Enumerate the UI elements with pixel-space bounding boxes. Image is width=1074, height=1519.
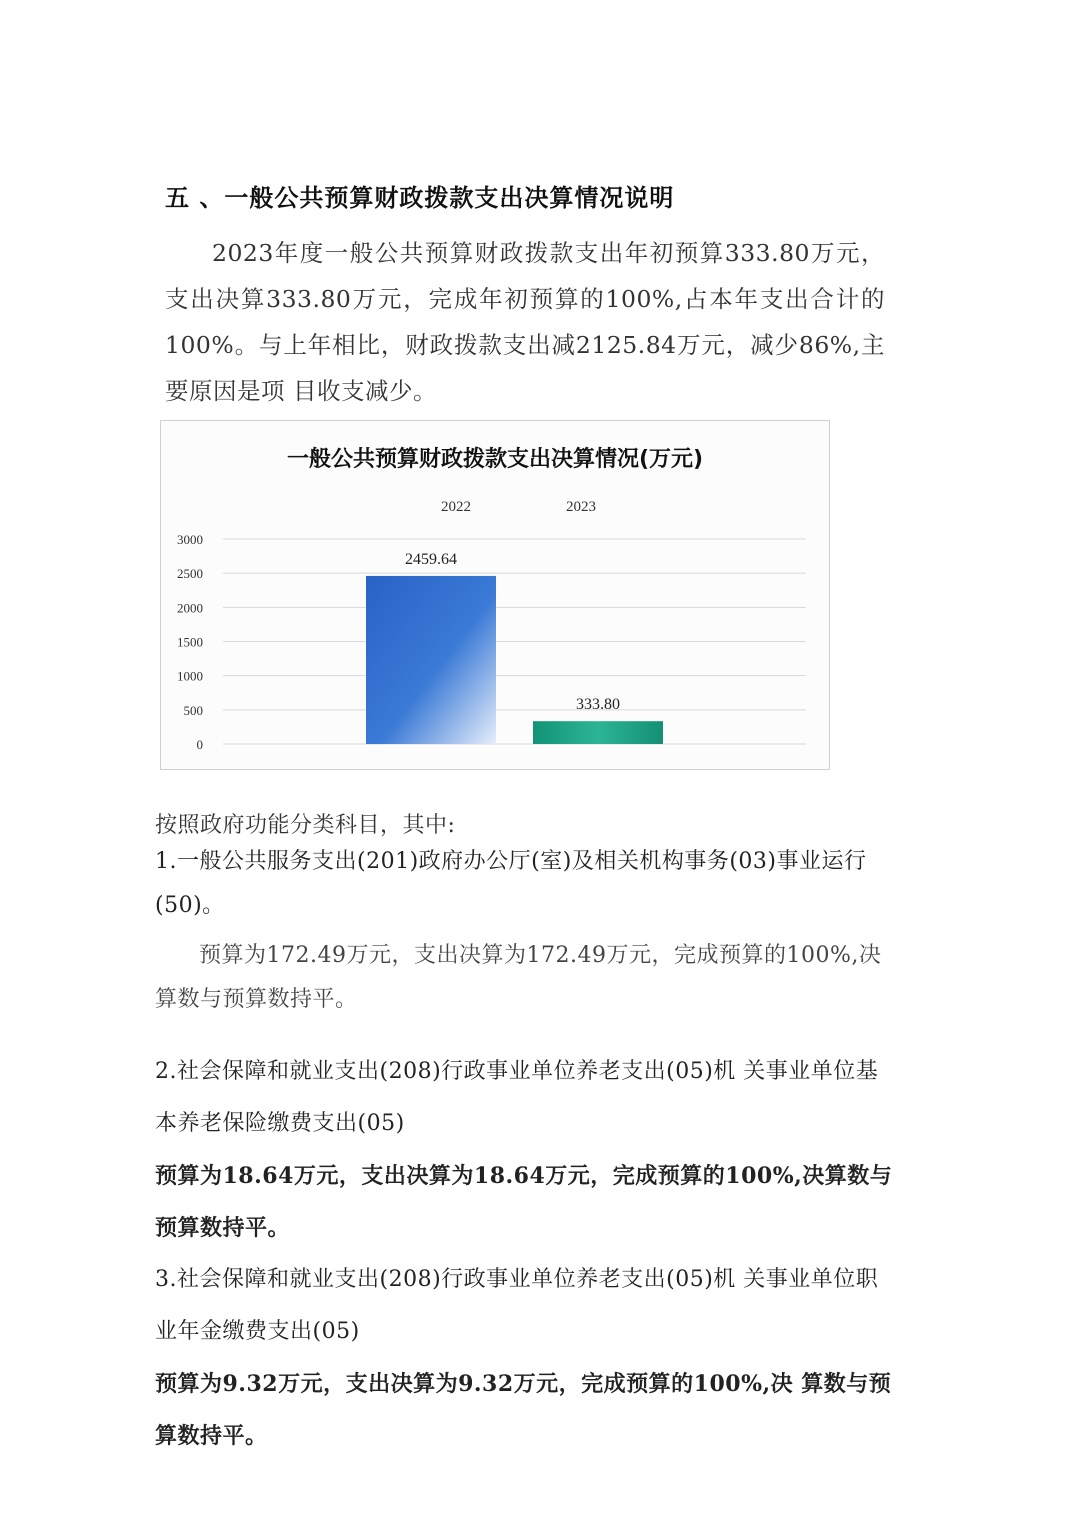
y-tick-label-1500: 1500: [177, 634, 203, 650]
bar-2023: [533, 721, 663, 744]
intro-text: 按照政府功能分类科目，其中:: [155, 813, 456, 838]
data-label-2023: 333.80: [576, 696, 620, 714]
item-1-title: 1.一般公共服务支出(201)政府办公厅(室)及相关机构事务(03)事业运行(50)。: [155, 849, 867, 918]
summary-paragraph: 2023年度一般公共预算财政拨款支出年初预算333.80万元，支出决算333.80万元，完成年初预算的100%,占本年支出合计的100%。与上年相比，财政拨款支出减2125.84万元，减少86%,主要原因是项 目收支减少。: [165, 239, 885, 405]
bar-chart: [160, 420, 830, 770]
grid-layer: [223, 539, 806, 744]
chart-svg: [161, 421, 829, 769]
item-1: [155, 840, 895, 1022]
bar-2022: [366, 576, 496, 744]
legend-label-2023: 2023: [566, 499, 596, 515]
y-tick-label-2500: 2500: [177, 566, 203, 582]
y-tick-layer: [177, 532, 203, 752]
item-1-body: 预算为172.49万元，支出决算为172.49万元，完成预算的100%,决算数与预算数持平。: [155, 943, 882, 1012]
item-2-title: 2.社会保障和就业支出(208)行政事业单位养老支出(05)机 关事业单位基本养老保险缴费支出(05): [155, 1059, 879, 1136]
y-tick-label-1000: 1000: [177, 668, 203, 684]
chart-title: 一般公共预算财政拨款支出决算情况(万元): [286, 447, 704, 472]
item-3: [155, 1254, 895, 1462]
data-label-2022: 2459.64: [405, 550, 457, 568]
bar-layer: [366, 576, 663, 744]
item-3-title: 3.社会保障和就业支出(208)行政事业单位养老支出(05)机 关事业单位职业年金缴费支出(05): [155, 1267, 879, 1344]
y-tick-label-500: 500: [183, 702, 203, 718]
item-3-body: 预算为9.32万元，支出决算为9.32万元，完成预算的100%,决 算数与预算数持平。: [155, 1371, 892, 1449]
y-tick-label-2000: 2000: [177, 600, 203, 616]
item-2: [155, 1046, 895, 1254]
y-tick-label-3000: 3000: [177, 532, 203, 547]
section-heading: 五 、一般公共预算财政拨款支出决算情况说明: [165, 184, 675, 212]
item-2-body: 预算为18.64万元，支出决算为18.64万元，完成预算的100%,决算数与预算数持平。: [155, 1163, 893, 1241]
y-tick-label-0: 0: [196, 737, 203, 752]
legend-label-2022: 2022: [441, 499, 471, 515]
